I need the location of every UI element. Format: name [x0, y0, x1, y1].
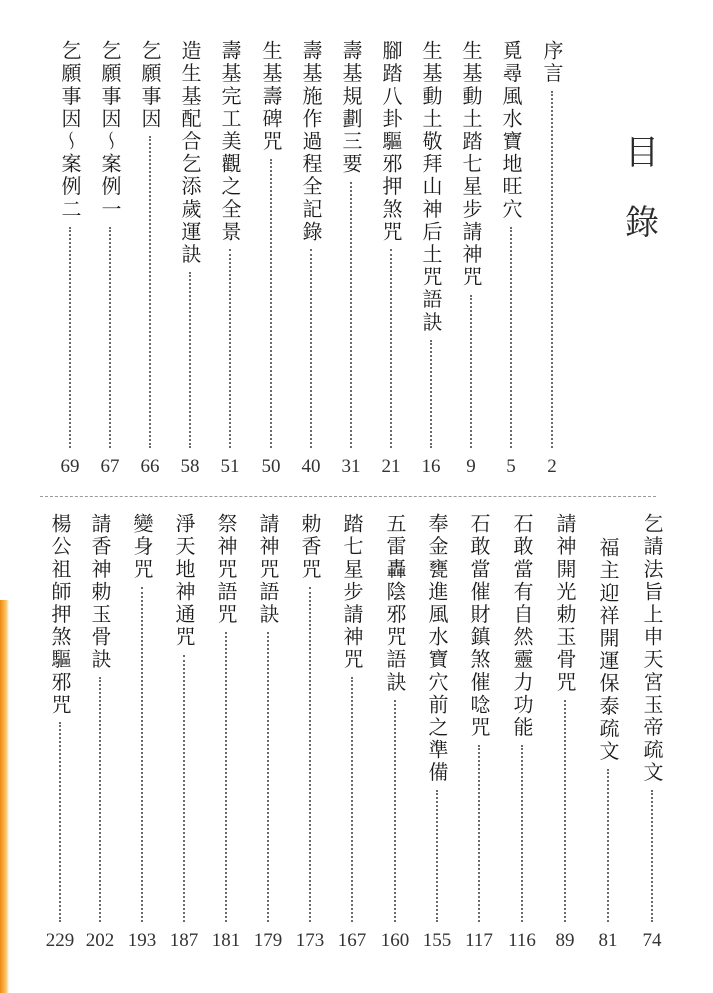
- toc-entry-title: 壽基完工美觀之全景: [218, 40, 242, 244]
- leader-dots: [225, 632, 227, 922]
- toc-entry-title: 楊公祖師押煞驅邪咒: [48, 513, 72, 717]
- toc-entry[interactable]: [496, 40, 526, 482]
- toc-entry[interactable]: [507, 513, 537, 956]
- toc-entry-page-number: 69: [60, 456, 80, 477]
- leader-dots: [436, 790, 438, 922]
- toc-entry-page-number: 181: [211, 930, 241, 951]
- toc-entry-page-number: 21: [381, 456, 401, 477]
- leader-dots: [390, 249, 392, 448]
- toc-entry[interactable]: [416, 40, 446, 482]
- leader-dots: [351, 677, 353, 922]
- leader-dots: [309, 587, 311, 922]
- toc-entry[interactable]: [55, 40, 85, 482]
- leader-dots: [551, 91, 553, 448]
- toc-entry-page-number: 51: [220, 456, 240, 477]
- toc-entry-title: 乞請法旨上申天宮玉帝疏文: [640, 513, 664, 785]
- toc-entry-title: 石敢當有自然靈力功能: [510, 513, 534, 739]
- toc-entry[interactable]: [85, 513, 115, 956]
- leader-dots: [470, 295, 472, 448]
- toc-entry-page-number: 167: [337, 930, 367, 951]
- toc-entry-page-number: 187: [169, 930, 199, 951]
- toc-entry-title: 覓尋風水寶地旺穴: [499, 40, 523, 221]
- toc-entry-page-number: 81: [598, 930, 618, 951]
- toc-entry-title: 五雷轟陰邪咒語訣: [383, 513, 407, 694]
- leader-dots: [267, 632, 269, 922]
- toc-entry-title: 乞願事因～案例二: [58, 40, 82, 221]
- toc-entry-page-number: 66: [140, 456, 160, 477]
- toc-entry-page-number: 173: [295, 930, 325, 951]
- leader-dots: [141, 587, 143, 922]
- toc-entry-page-number: 229: [45, 930, 75, 951]
- toc-entry-title: 請香神勅玉骨訣: [88, 513, 112, 672]
- leader-dots: [109, 227, 111, 448]
- toc-entry-title: 淨天地神通咒: [172, 513, 196, 649]
- toc-entry-page-number: 31: [341, 456, 361, 477]
- toc-entry-title: 生基動土敬拜山神后土咒語訣: [419, 40, 443, 334]
- toc-entry-title: 乞願事因: [138, 40, 162, 131]
- toc-entry-page-number: 155: [422, 930, 452, 951]
- leader-dots: [510, 227, 512, 448]
- toc-entry-page-number: 179: [253, 930, 283, 951]
- toc-entry[interactable]: [337, 513, 367, 956]
- toc-entry[interactable]: [376, 40, 406, 482]
- leader-dots: [189, 272, 191, 448]
- toc-entry[interactable]: [380, 513, 410, 956]
- toc-entry[interactable]: [127, 513, 157, 956]
- leader-dots: [69, 227, 71, 448]
- toc-entry-page-number: 40: [301, 456, 321, 477]
- toc-entry[interactable]: [637, 513, 667, 956]
- toc-entry-title: 奉金甕進風水寶穴前之準備: [425, 513, 449, 785]
- toc-entry-title: 生基壽碑咒: [259, 40, 283, 153]
- leader-dots: [270, 159, 272, 448]
- leader-dots: [149, 136, 151, 448]
- toc-entry[interactable]: [295, 513, 325, 956]
- toc-entry-title: 變身咒: [130, 513, 154, 581]
- toc-entry[interactable]: [296, 40, 326, 482]
- toc-entry[interactable]: [550, 513, 580, 956]
- toc-entry[interactable]: [215, 40, 245, 482]
- toc-entry-page-number: 16: [421, 456, 441, 477]
- toc-entry-page-number: 160: [380, 930, 410, 951]
- toc-entry-title: 福主迎祥開運保泰疏文: [596, 537, 620, 763]
- section-divider: [40, 496, 656, 497]
- leader-dots: [607, 769, 609, 922]
- toc-entry[interactable]: [256, 40, 286, 482]
- toc-entry-page-number: 74: [642, 930, 662, 951]
- toc-entry-page-number: 9: [466, 456, 476, 477]
- toc-entry[interactable]: [175, 40, 205, 482]
- leader-dots: [651, 790, 653, 922]
- toc-entry-title: 生基動土踏七星步請神咒: [459, 40, 483, 289]
- toc-entry-title: 石敢當催財鎮煞催唸咒: [467, 513, 491, 739]
- toc-entry-title: 踏七星步請神咒: [340, 513, 364, 672]
- toc-entry-page-number: 2: [547, 456, 557, 477]
- toc-entry-title: 祭神咒語咒: [214, 513, 238, 626]
- leader-dots: [99, 677, 101, 922]
- toc-entry[interactable]: [456, 40, 486, 482]
- toc-entry[interactable]: [537, 40, 567, 482]
- toc-entry[interactable]: [211, 513, 241, 956]
- leader-dots: [229, 249, 231, 448]
- toc-entry[interactable]: [464, 513, 494, 956]
- toc-entry[interactable]: [135, 40, 165, 482]
- leader-dots: [478, 745, 480, 922]
- leader-dots: [430, 340, 432, 448]
- toc-entry[interactable]: [422, 513, 452, 956]
- toc-entry-page-number: 202: [85, 930, 115, 951]
- toc-entry-title: 勅香咒: [298, 513, 322, 581]
- toc-entry-title: 乞願事因～案例一: [98, 40, 122, 221]
- leader-dots: [350, 182, 352, 448]
- toc-entry-title: 序言: [540, 40, 564, 86]
- toc-entry-page-number: 67: [100, 456, 120, 477]
- leader-dots: [564, 700, 566, 922]
- page-title-char-2: 錄: [625, 203, 659, 243]
- page-edge-decoration: [0, 600, 9, 993]
- page-title: [618, 118, 666, 258]
- toc-entry-title: 造生基配合乞添歲運訣: [178, 40, 202, 266]
- toc-entry-page-number: 116: [508, 930, 536, 951]
- toc-entry[interactable]: [593, 537, 623, 956]
- leader-dots: [521, 745, 523, 922]
- toc-entry[interactable]: [336, 40, 366, 482]
- toc-entry-page-number: 58: [180, 456, 200, 477]
- leader-dots: [394, 700, 396, 922]
- toc-entry-page-number: 50: [261, 456, 281, 477]
- toc-entry-title: 請神開光勅玉骨咒: [553, 513, 577, 694]
- leader-dots: [183, 655, 185, 922]
- toc-entry-title: 壽基施作過程全記錄: [299, 40, 323, 244]
- toc-entry-title: 壽基規劃三要: [339, 40, 363, 176]
- toc-entry[interactable]: [45, 513, 75, 956]
- leader-dots: [59, 722, 61, 922]
- toc-entry[interactable]: [169, 513, 199, 956]
- toc-entry-title: 請神咒語訣: [256, 513, 280, 626]
- toc-entry-title: 腳踏八卦驅邪押煞咒: [379, 40, 403, 244]
- leader-dots: [310, 249, 312, 448]
- toc-entry-page-number: 193: [127, 930, 157, 951]
- toc-entry[interactable]: [95, 40, 125, 482]
- toc-entry[interactable]: [253, 513, 283, 956]
- page-title-char-1: 目: [625, 133, 659, 173]
- toc-entry-page-number: 117: [465, 930, 493, 951]
- toc-entry-page-number: 5: [506, 456, 516, 477]
- toc-entry-page-number: 89: [555, 930, 575, 951]
